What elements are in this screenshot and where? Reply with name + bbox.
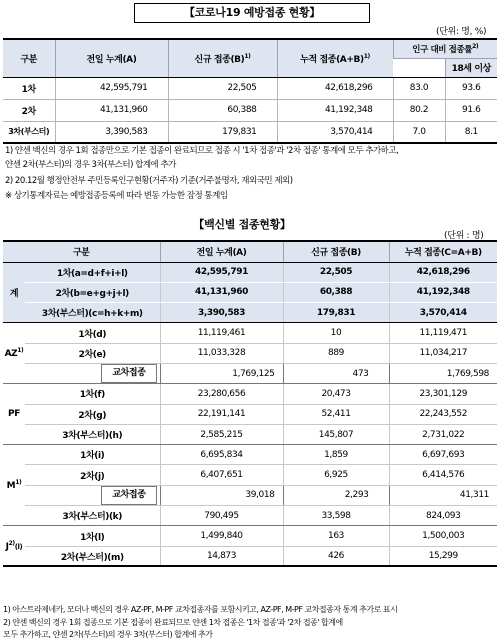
cell-rate-18: 93.6 bbox=[445, 77, 497, 99]
cell-cum: 11,119,471 bbox=[389, 323, 497, 343]
cell-rate-18: 91.6 bbox=[445, 99, 497, 121]
cell-rate: 83.0 bbox=[393, 77, 445, 99]
cell-new: 426 bbox=[283, 546, 389, 566]
cell-cum: 3,570,414 bbox=[277, 121, 393, 143]
table-row bbox=[3, 282, 497, 302]
header-prev: 전일 누계(A) bbox=[160, 241, 283, 262]
table-row bbox=[3, 424, 497, 444]
group-total: 계 bbox=[3, 262, 25, 323]
table-row bbox=[3, 384, 497, 404]
header-rate-group: 인구 대비 접종률$^{2)}$ bbox=[393, 39, 497, 58]
cell-new: 20,473 bbox=[283, 384, 389, 404]
cell-cross-prev: 39,018 bbox=[160, 485, 283, 505]
header-rate-18: 18세 이상 bbox=[445, 58, 497, 77]
cell-new: 1,859 bbox=[283, 445, 389, 465]
cell-prev: 14,873 bbox=[160, 546, 283, 566]
table-row bbox=[3, 526, 497, 546]
cell-new: 6,925 bbox=[283, 465, 389, 485]
cross-label: 교차접종 bbox=[101, 486, 156, 505]
footnote-vaccine-1: 1) 아스트라제네카, 모더나 백신의 경우 AZ-PF, M-PF 교차접종자를 포함시키고, AZ-PF, M-PF 교차접종자 통계 추가로 표시 bbox=[3, 605, 398, 614]
cell-rate: 80.2 bbox=[393, 99, 445, 121]
cell-cross-prev: 1,769,125 bbox=[160, 363, 283, 383]
cell-cum: 15,299 bbox=[389, 546, 497, 566]
cell-prev: 23,280,656 bbox=[160, 384, 283, 404]
cell-cum: 41,192,348 bbox=[277, 99, 393, 121]
header-prev-total: 전일 누계(A) bbox=[55, 39, 168, 77]
cell-cum: 6,697,693 bbox=[389, 445, 497, 465]
cell-cum: 1,500,003 bbox=[389, 526, 497, 546]
row-label: 1차(d) bbox=[25, 323, 160, 343]
cell-new: 10 bbox=[283, 323, 389, 343]
cell-new: 22,505 bbox=[168, 77, 277, 99]
cell-cross-new: 473 bbox=[283, 363, 389, 383]
cell-cum: 42,618,296 bbox=[389, 262, 497, 282]
header-new: 신규 접종$(B)^{1)}$ bbox=[168, 39, 277, 77]
cross-label-cell bbox=[25, 485, 160, 505]
table-row bbox=[3, 343, 497, 363]
vaccination-status-table bbox=[3, 38, 497, 144]
header-category: 구분 bbox=[3, 241, 160, 262]
footnote-2: 2) 20.12월 행정안전부 주민등록인구현황(거주자) 기준(거주불명자, 재외국민 제외) bbox=[5, 176, 293, 186]
cell-prev: 2,585,215 bbox=[160, 424, 283, 444]
cross-label: 교차접종 bbox=[101, 364, 156, 383]
cell-new: 60,388 bbox=[283, 282, 389, 302]
cross-label-cell bbox=[25, 363, 160, 383]
cell-prev: 790,495 bbox=[160, 506, 283, 526]
footnote-vaccine-2: 2) 얀센 백신의 경우 1회 접종으로 기본 접종이 완료되므로 얀센 1차 접종은 '1차 접종'과 '2차 접종' 합계에 bbox=[3, 618, 343, 627]
table-row bbox=[3, 99, 497, 121]
cross-row bbox=[3, 485, 497, 505]
cell-cross-cum: 41,311 bbox=[389, 485, 497, 505]
cell-new: 179,831 bbox=[283, 303, 389, 323]
cell-prev: 22,191,141 bbox=[160, 404, 283, 424]
cell-cum: 2,731,022 bbox=[389, 424, 497, 444]
cell-prev: 1,499,840 bbox=[160, 526, 283, 546]
cell-cross-cum: 1,769,598 bbox=[389, 363, 497, 383]
table-row bbox=[3, 465, 497, 485]
table-row bbox=[3, 546, 497, 566]
row-label: 1차(a=d+f+i+l) bbox=[25, 262, 160, 282]
row-label: 1차(f) bbox=[25, 384, 160, 404]
cell-cum: 6,414,576 bbox=[389, 465, 497, 485]
row-label: 2차(j) bbox=[25, 465, 160, 485]
header-cumulative: 누적 접종$(A+B)^{1)}$ bbox=[277, 39, 393, 77]
table-row bbox=[3, 303, 497, 323]
cross-row bbox=[3, 363, 497, 383]
cell-prev: 42,595,791 bbox=[160, 262, 283, 282]
cell-new: 179,831 bbox=[168, 121, 277, 143]
cell-cum: 42,618,296 bbox=[277, 77, 393, 99]
cell-new: 163 bbox=[283, 526, 389, 546]
cell-new: 145,807 bbox=[283, 424, 389, 444]
group-j: $J^{2)}(l)$ bbox=[3, 526, 25, 567]
header-rate-all bbox=[393, 58, 445, 77]
cell-cum: 22,243,552 bbox=[389, 404, 497, 424]
cell-prev: 42,595,791 bbox=[55, 77, 168, 99]
row-label: 2차(e) bbox=[25, 343, 160, 363]
row-label: 3차(부스터)(c=h+k+m) bbox=[25, 303, 160, 323]
cell-prev: 41,131,960 bbox=[160, 282, 283, 302]
unit-label-1: (단위: 명, %) bbox=[436, 27, 487, 37]
header-new: 신규 접종(B) bbox=[283, 241, 389, 262]
table-row bbox=[3, 506, 497, 526]
cell-prev: 11,033,328 bbox=[160, 343, 283, 363]
cell-new: 52,411 bbox=[283, 404, 389, 424]
row-label: 3차(부스터) bbox=[3, 121, 55, 143]
row-label: 1차(i) bbox=[25, 445, 160, 465]
cell-new: 889 bbox=[283, 343, 389, 363]
row-label: 1차 bbox=[3, 77, 55, 99]
group-m: $M^{1)}$ bbox=[3, 445, 25, 526]
cell-cum: 3,570,414 bbox=[389, 303, 497, 323]
table-row bbox=[3, 323, 497, 343]
cell-prev: 3,390,583 bbox=[55, 121, 168, 143]
row-label: 2차 bbox=[3, 99, 55, 121]
row-label: 3차(부스터)(h) bbox=[25, 424, 160, 444]
table-row bbox=[3, 262, 497, 282]
cell-new: 33,598 bbox=[283, 506, 389, 526]
cell-cum: 41,192,348 bbox=[389, 282, 497, 302]
cell-rate: 7.0 bbox=[393, 121, 445, 143]
vaccine-type-table bbox=[3, 240, 497, 567]
table-row bbox=[3, 404, 497, 424]
cell-cum: 23,301,129 bbox=[389, 384, 497, 404]
group-az: AZ$^{1)}$ bbox=[3, 323, 25, 384]
cell-prev: 3,390,583 bbox=[160, 303, 283, 323]
row-label: 2차(g) bbox=[25, 404, 160, 424]
header-category: 구분 bbox=[3, 39, 55, 77]
group-pf: PF bbox=[3, 384, 25, 445]
cell-prev: 11,119,461 bbox=[160, 323, 283, 343]
cell-cross-new: 2,293 bbox=[283, 485, 389, 505]
row-label: 2차(b=e+g+j+l) bbox=[25, 282, 160, 302]
footnote-1-cont: 얀센 2차(부스터)의 경우 3차(부스터) 합계에 추가 bbox=[5, 160, 176, 170]
cell-cum: 824,093 bbox=[389, 506, 497, 526]
table-row bbox=[3, 121, 497, 143]
footnote-vaccine-2-cont: 모두 추가하고, 얀센 2차(부스터)의 경우 3차(부스터) 합계에 추가 bbox=[3, 630, 213, 639]
cell-prev: 6,407,651 bbox=[160, 465, 283, 485]
cell-rate-18: 8.1 bbox=[445, 121, 497, 143]
cell-cum: 11,034,217 bbox=[389, 343, 497, 363]
unit-label-2: (단위 : 명) bbox=[444, 231, 484, 241]
cell-prev: 41,131,960 bbox=[55, 99, 168, 121]
table-row bbox=[3, 77, 497, 99]
footnote-1: 1) 얀센 백신의 경우 1회 접종만으로 기본 접종이 완료되므로 접종 시 '1차 접종'과 '2차 접종' 통계에 모두 추가하고, bbox=[5, 146, 399, 156]
page-title: 【코로나19 예방접종 현황】 bbox=[134, 3, 370, 23]
section-title: 【백신별 접종현황】 bbox=[193, 218, 291, 231]
cell-new: 22,505 bbox=[283, 262, 389, 282]
row-label: 1차(l) bbox=[25, 526, 160, 546]
footnote-remark: ※ 상기통계자료는 예방접종등록에 따라 변동 가능한 잠정 통계임 bbox=[5, 191, 228, 201]
table-row bbox=[3, 445, 497, 465]
cell-prev: 6,695,834 bbox=[160, 445, 283, 465]
header-cum: 누적 접종(C=A+B) bbox=[389, 241, 497, 262]
row-label: 3차(부스터)(k) bbox=[25, 506, 160, 526]
row-label: 2차(부스터)(m) bbox=[25, 546, 160, 566]
cell-new: 60,388 bbox=[168, 99, 277, 121]
